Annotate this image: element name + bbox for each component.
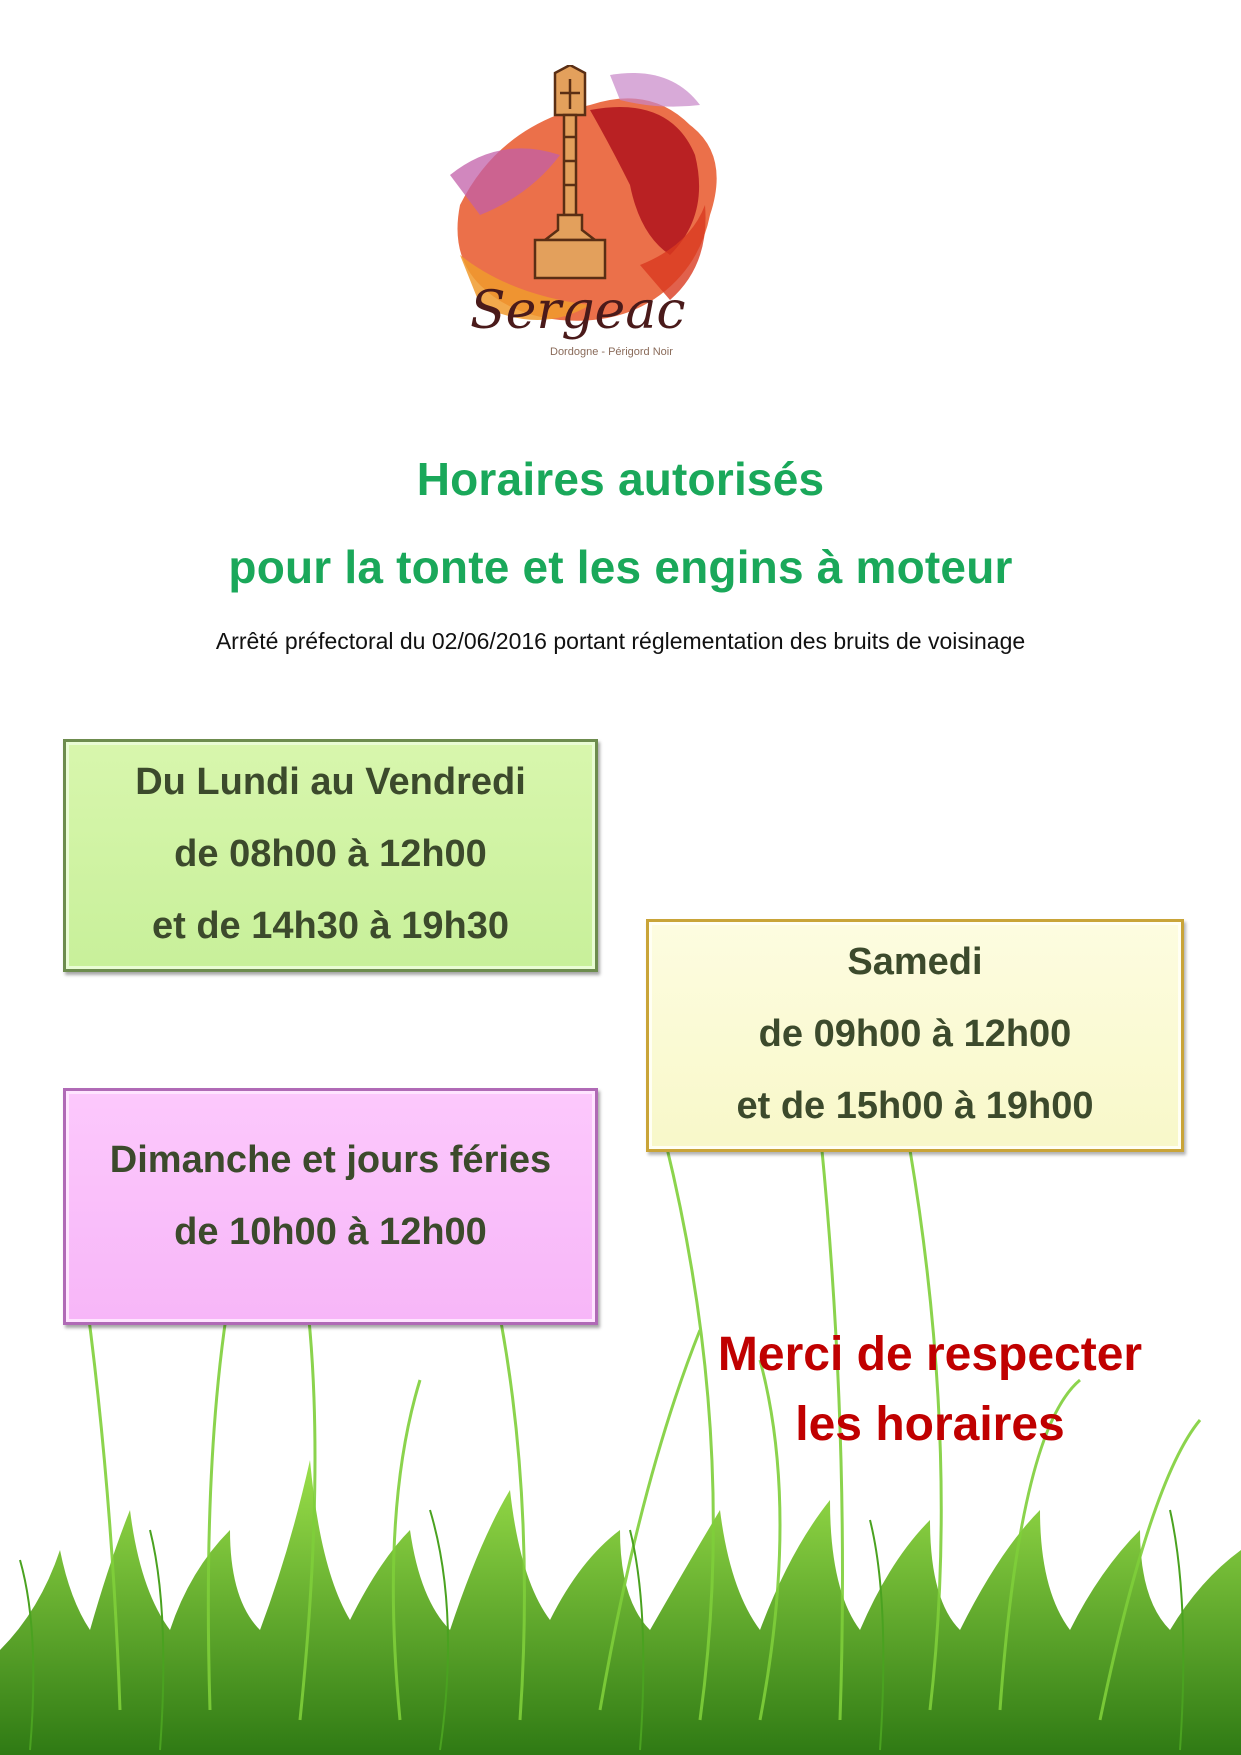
page-subtitle-line: pour la tonte et les engins à moteur [228, 541, 1013, 593]
saturday-afternoon-hours: et de 15h00 à 19h00 [736, 1085, 1094, 1127]
sergeac-logo [440, 65, 760, 385]
sunday-morning-hours: de 10h00 à 12h00 [174, 1211, 487, 1253]
regulation-reference: Arrêté préfectoral du 02/06/2016 portant réglementation des bruits de voisinage [215, 628, 1026, 654]
weekday-afternoon-hours: et de 14h30 à 19h30 [152, 905, 509, 947]
logo-region: Dordogne - Périgord Noir [550, 346, 673, 358]
thanks-line-2: les horaires [795, 1398, 1065, 1451]
sunday-schedule-box [63, 1088, 598, 1325]
logo-name: Sergeac [470, 281, 686, 341]
weekday-schedule-box [63, 739, 598, 972]
sunday-days: Dimanche et jours féries [109, 1139, 552, 1181]
thanks-line-1: Merci de respecter [717, 1328, 1143, 1381]
saturday-days: Samedi [847, 941, 983, 983]
saturday-schedule-box [646, 919, 1184, 1152]
thanks-message [680, 1320, 1180, 1460]
weekday-days: Du Lundi au Vendredi [135, 761, 526, 803]
page-title: Horaires autorisés [416, 453, 825, 505]
weekday-morning-hours: de 08h00 à 12h00 [174, 833, 487, 875]
saturday-morning-hours: de 09h00 à 12h00 [758, 1013, 1072, 1055]
